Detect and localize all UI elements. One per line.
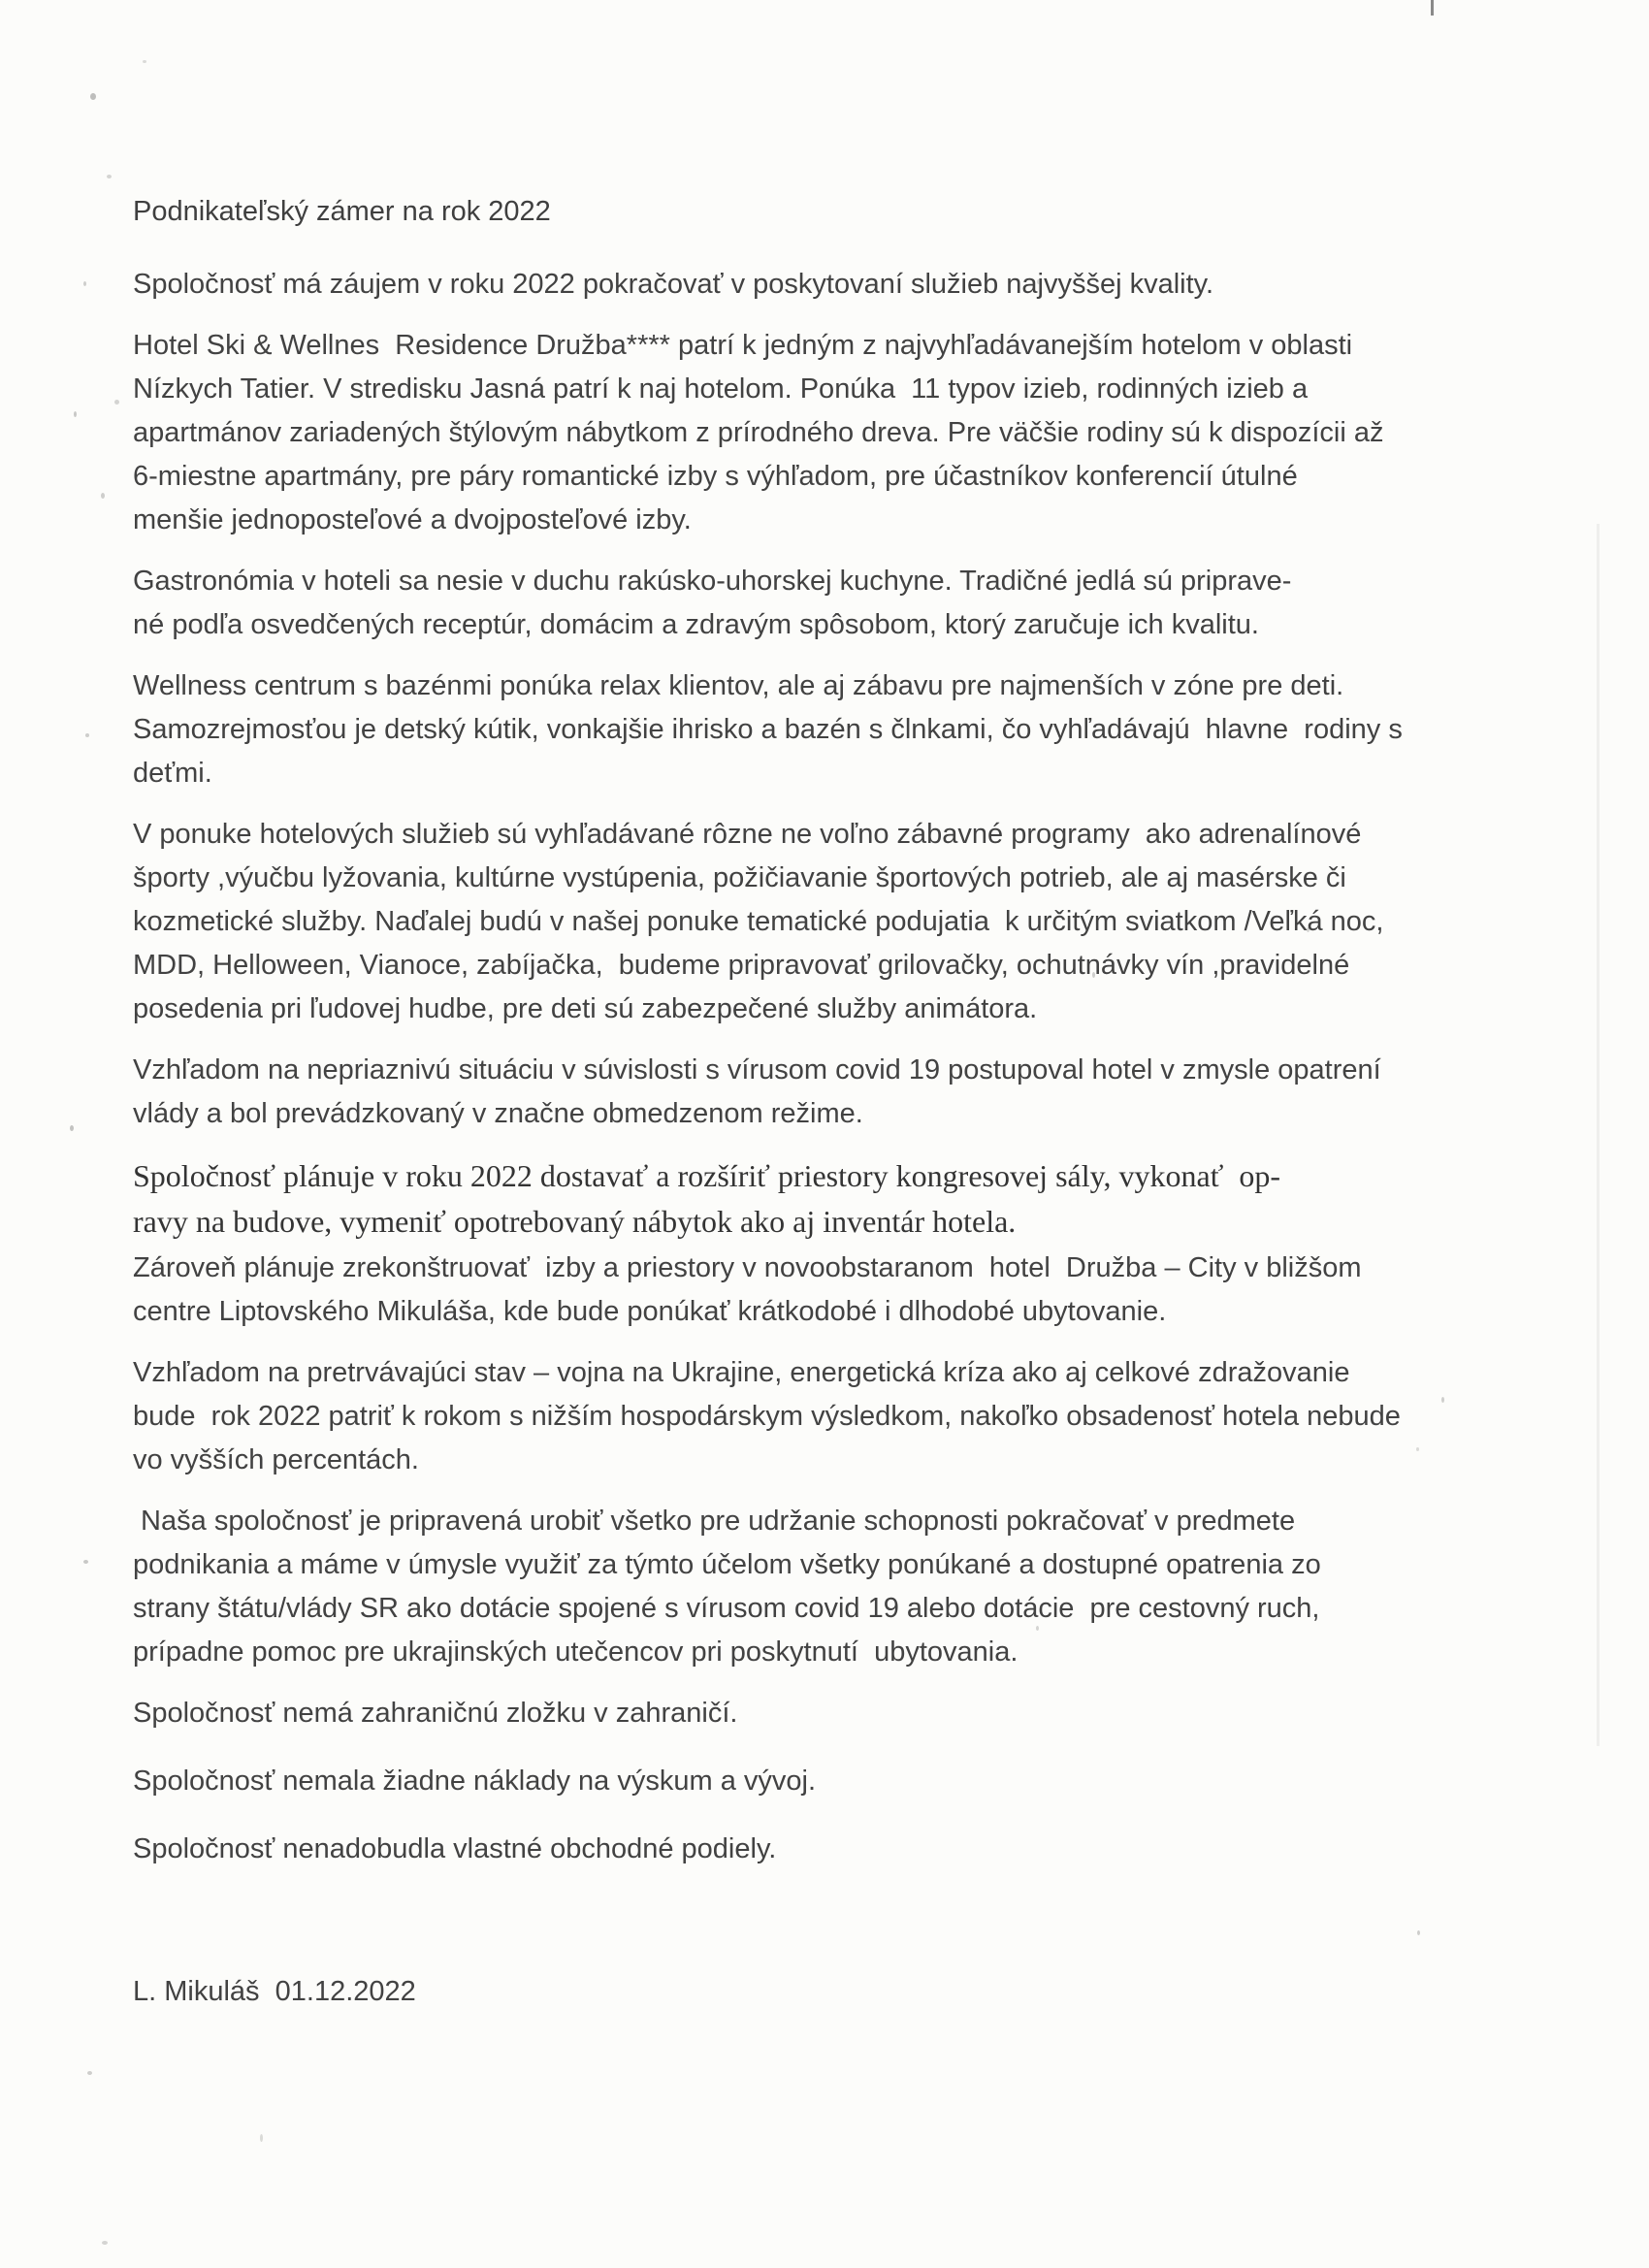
text-line: posedenia pri ľudovej hudbe, pre deti sú zabezpečené služby animátora. (133, 993, 1038, 1024)
scan-speck (87, 2071, 92, 2075)
paragraph (133, 263, 1523, 307)
text-line: kozmetické služby. Naďalej budú v našej ponuke tematické podujatia k určitým sviatkom /Veľká noc, (133, 906, 1384, 937)
text-line: Vzhľadom na nepriaznivú situáciu v súvislosti s vírusom covid 19 postupoval hotel v zmysle opatrení (133, 1054, 1381, 1085)
text-line: vlády a bol prevádzkovaný v značne obmedzenom režime. (133, 1098, 863, 1129)
paragraph (133, 1828, 1523, 1871)
scan-speck (1037, 279, 1040, 284)
text-line: Nízkych Tatier. V stredisku Jasná patrí k naj hotelom. Ponúka 11 typov izieb, rodinných izieb a (133, 373, 1309, 405)
text-line: menšie jednoposteľové a dvojposteľové izby. (133, 504, 692, 535)
scan-edge-line (1597, 524, 1600, 1746)
text-line: Gastronómia v hoteli sa nesie v duchu rakúsko-uhorskej kuchyne. Tradičné jedlá sú priprave- (133, 566, 1292, 597)
scan-speck (1416, 1447, 1419, 1451)
text-line: Spoločnosť nenadobudla vlastné obchodné podiely. (133, 1833, 777, 1864)
text-line: strany štátu/vlády SR ako dotácie spojené s vírusom covid 19 alebo dotácie pre cestovný ruch, (133, 1593, 1320, 1624)
scan-speck (102, 2241, 108, 2245)
paragraph (133, 1500, 1523, 1674)
scan-speck (90, 93, 96, 100)
paragraph (133, 560, 1523, 647)
text-line: apartmánov zariadených štýlovým nábytkom z prírodného dreva. Pre väčšie rodiny sú k dispozícii až (133, 417, 1384, 448)
text-line: Vzhľadom na pretrvávajúci stav – vojna na Ukrajine, energetická kríza ako aj celkové zdražovanie (133, 1357, 1350, 1388)
paragraph (133, 813, 1523, 1031)
text-line: 6-miestne apartmány, pre páry romantické izby s výhľadom, pre účastníkov konferencií útulné (133, 461, 1298, 492)
scan-speck (83, 1560, 88, 1564)
text-line: Naša spoločnosť je pripravená urobiť všetko pre udržanie schopnosti pokračovať v predmete (133, 1506, 1296, 1537)
text-line: centre Liptovského Mikuláša, kde bude ponúkať krátkodobé i dlhodobé ubytovanie. (133, 1296, 1167, 1327)
text-line: prípadne pomoc pre ukrajinských utečencov pri poskytnutí ubytovania. (133, 1636, 1018, 1668)
paragraph (133, 1153, 1523, 1245)
text-line: Spoločnosť plánuje v roku 2022 dostavať a rozšíriť priestory kongresovej sály, vykonať op- (133, 1158, 1281, 1193)
text-line: Wellness centrum s bazénmi ponúka relax klientov, ale aj zábavu pre najmenších v zóne pre deti. (133, 670, 1344, 701)
text-line: Samozrejmosťou je detský kútik, vonkajšie ihrisko a bazén s člnkami, čo vyhľadávajú hlavne rodiny s (133, 714, 1403, 745)
paragraph (133, 1760, 1523, 1803)
text-line: vo vyšších percentách. (133, 1444, 419, 1475)
scan-speck (1307, 927, 1310, 932)
text-line: né podľa osvedčených receptúr, domácim a zdravým spôsobom, ktorý zaručuje ich kvalitu. (133, 609, 1259, 640)
text-line: Spoločnosť nemala žiadne náklady na výskum a vývoj. (133, 1766, 817, 1797)
paragraph (133, 1351, 1523, 1482)
text-line: športy ,výučbu lyžovania, kultúrne vystúpenia, požičiavanie športových potrieb, ale aj masérske či (133, 862, 1346, 893)
scan-speck (1092, 972, 1095, 978)
text-line: Hotel Ski & Wellnes Residence Družba**** patrí k jedným z najvyhľadávanejším hotelom v oblasti (133, 330, 1353, 361)
scan-speck (1441, 1397, 1444, 1403)
scan-speck (1036, 1626, 1039, 1631)
text-line: deťmi. (133, 758, 212, 789)
scan-speck (143, 60, 146, 63)
scan-artifact (1431, 0, 1434, 16)
scan-speck (260, 2134, 263, 2142)
paragraph (133, 1692, 1523, 1735)
text-line: Zároveň plánuje zrekonštruovať izby a priestory v novoobstaranom hotel Družba – City v bližšom (133, 1252, 1362, 1283)
text-line: podnikania a máme v úmysle využiť za týmto účelom všetky ponúkané a dostupné opatrenia zo (133, 1549, 1321, 1580)
document-title: Podnikateľský zámer na rok 2022 (133, 196, 551, 227)
document-footer: L. Mikuláš 01.12.2022 (133, 1976, 416, 2007)
scan-speck (1417, 1930, 1420, 1935)
text-line: bude rok 2022 patriť k rokom s nižším hospodárskym výsledkom, nakoľko obsadenosť hotela nebude (133, 1401, 1401, 1432)
scan-speck (114, 400, 119, 405)
document-body (133, 263, 1523, 1871)
paragraph (133, 1049, 1523, 1136)
scan-speck (101, 493, 105, 499)
text-line: MDD, Helloween, Vianoce, zabíjačka, budeme pripravovať grilovačky, ochutnávky vín ,pravidelné (133, 950, 1350, 981)
text-line: ravy na budove, vymeniť opotrebovaný nábytok ako aj inventár hotela. (133, 1204, 1017, 1239)
scan-speck (107, 175, 112, 178)
scan-speck (70, 1125, 74, 1131)
paragraph (133, 1247, 1523, 1334)
text-line: Spoločnosť nemá zahraničnú zložku v zahraničí. (133, 1698, 738, 1729)
scan-speck (83, 281, 86, 286)
scan-speck (85, 733, 89, 737)
paragraph (133, 324, 1523, 542)
text-line: Spoločnosť má záujem v roku 2022 pokračovať v poskytovaní služieb najvyššej kvality. (133, 269, 1214, 300)
scan-speck (74, 411, 77, 417)
paragraph (133, 664, 1523, 795)
text-line: V ponuke hotelových služieb sú vyhľadávané rôzne ne voľno zábavné programy ako adrenalínové (133, 819, 1362, 850)
